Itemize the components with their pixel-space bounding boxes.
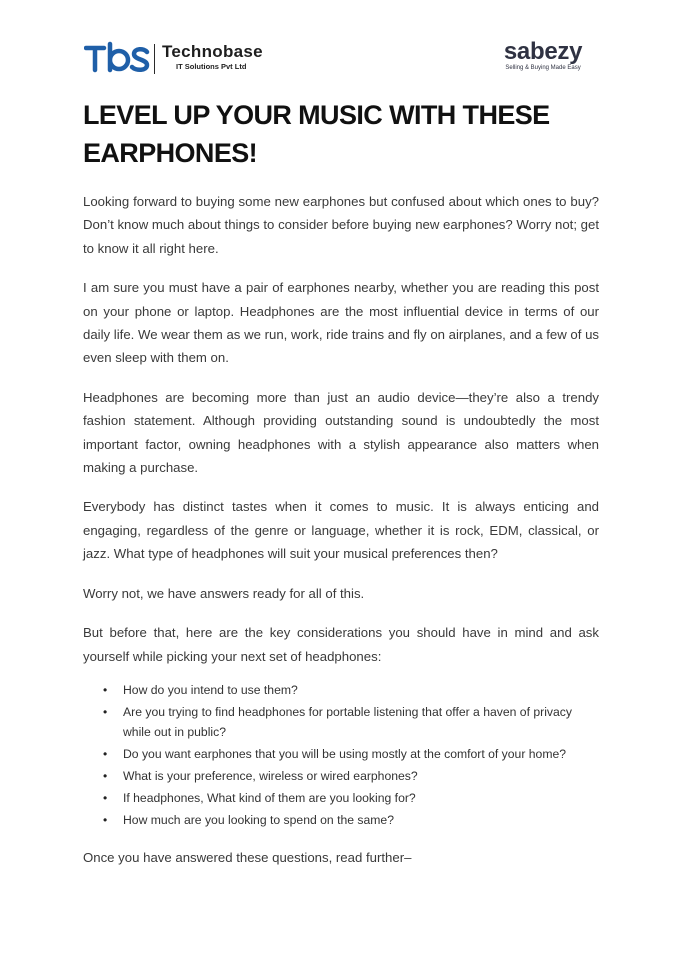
list-item	[83, 810, 599, 830]
technobase-subtitle: IT Solutions Pvt Ltd	[176, 62, 247, 71]
bullet-icon: •	[103, 682, 108, 697]
tbs-logo-icon	[84, 40, 150, 74]
questions-list	[83, 680, 599, 830]
list-item	[83, 766, 599, 786]
technobase-wordmark: Technobase	[162, 42, 263, 61]
question-text: What is your preference, wireless or wired earphones?	[123, 768, 418, 783]
question-text: If headphones, What kind of them are you looking for?	[123, 790, 416, 805]
article-body	[83, 96, 599, 885]
worry-not-paragraph: Worry not, we have answers ready for all of this.	[83, 585, 365, 601]
list-item	[83, 744, 599, 764]
list-item	[83, 788, 599, 808]
fashion-paragraph: Headphones are becoming more than just an audio device—they’re also a trendy fashion statement. Although providing outstanding sound is undoubtedly the most important factor, owning headphones with a stylish appearance also matters when making a purchase.	[83, 389, 599, 476]
sabezy-tagline: Selling & Buying Made Easy	[505, 65, 581, 71]
question-text: Are you trying to find headphones for portable listening that offer a haven of privacy while out in public?	[123, 704, 572, 739]
daily-life-paragraph: I am sure you must have a pair of earphones nearby, whether you are reading this post on your phone or laptop. Headphones are the most influential device in terms of our daily life. We wear them as we run, work, ride trains and fly on airplanes, and a few of us even sleep with them on.	[83, 280, 599, 366]
question-text: How do you intend to use them?	[123, 682, 298, 697]
page-header	[0, 0, 678, 80]
music-tastes-paragraph: Everybody has distinct tastes when it comes to music. It is always enticing and engaging, regardless of the genre or language, whether it is rock, EDM, classical, or jazz. What type of headphones will suit your musical preferences then?	[83, 499, 599, 562]
technobase-logo	[84, 40, 274, 76]
considerations-paragraph: But before that, here are the key considerations you should have in mind and ask yourself while picking your next set of headphones:	[83, 625, 599, 664]
bullet-icon: •	[103, 768, 108, 783]
sabezy-wordmark: sabezy	[503, 38, 583, 65]
list-item	[83, 702, 599, 742]
article-title: LEVEL UP YOUR MUSIC WITH THESE EARPHONES!	[83, 100, 550, 168]
list-item	[83, 680, 599, 700]
sabezy-logo	[488, 40, 598, 74]
question-text: How much are you looking to spend on the same?	[123, 812, 394, 827]
bullet-icon: •	[103, 812, 108, 827]
bullet-icon: •	[103, 704, 108, 719]
bullet-icon: •	[103, 746, 108, 761]
bullet-icon: •	[103, 790, 108, 805]
question-text: Do you want earphones that you will be using mostly at the comfort of your home?	[123, 746, 567, 761]
logo-divider	[154, 44, 155, 74]
intro-paragraph: Looking forward to buying some new earphones but confused about which ones to buy? Don’t know much about things to consider before buying new earphones? Worry not; get to know it all right here.	[83, 194, 599, 256]
closing-paragraph: Once you have answered these questions, read further–	[83, 849, 412, 865]
